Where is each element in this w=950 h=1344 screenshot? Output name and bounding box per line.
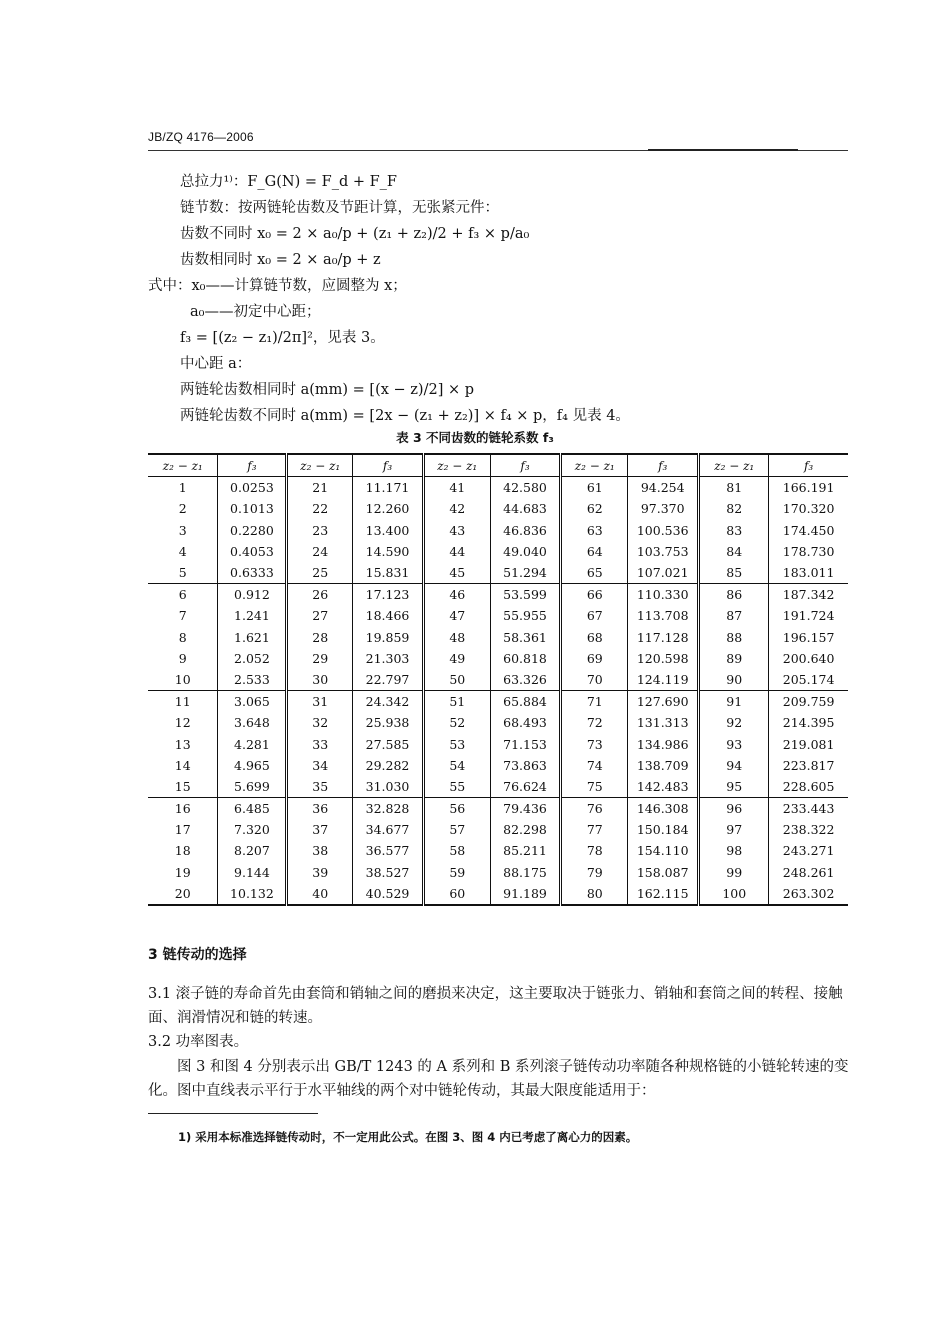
cell-tooth-diff: 40: [287, 883, 353, 905]
cell-tooth-diff: 22: [287, 498, 353, 519]
cell-tooth-diff: 2: [148, 498, 218, 519]
cell-f3-value: 76.624: [490, 776, 561, 798]
cell-f3-value: 4.281: [218, 733, 287, 754]
cell-tooth-diff: 99: [699, 862, 769, 883]
table-row: [148, 883, 848, 905]
cell-f3-value: 107.021: [628, 562, 699, 584]
cell-tooth-diff: 88: [699, 627, 769, 648]
column-header-diff: z₂ − z₁: [287, 454, 353, 477]
cell-f3-value: 38.527: [353, 862, 424, 883]
cell-f3-value: 146.308: [628, 798, 699, 820]
column-header-diff: z₂ − z₁: [561, 454, 628, 477]
formula-center-distance-intro: 中心距 a：: [180, 356, 252, 372]
cell-f3-value: 44.683: [490, 498, 561, 519]
cell-f3-value: 10.132: [218, 883, 287, 905]
cell-f3-value: 8.207: [218, 840, 287, 861]
cell-f3-value: 158.087: [628, 862, 699, 883]
cell-f3-value: 3.065: [218, 691, 287, 713]
paragraph-3-2: 3.2 功率图表。: [148, 1034, 249, 1050]
cell-f3-value: 68.493: [490, 712, 561, 733]
cell-tooth-diff: 41: [423, 477, 490, 499]
cell-f3-value: 0.912: [218, 584, 287, 606]
cell-tooth-diff: 82: [699, 498, 769, 519]
cell-f3-value: 117.128: [628, 627, 699, 648]
cell-f3-value: 19.859: [353, 627, 424, 648]
cell-f3-value: 243.271: [782, 843, 835, 859]
table-row: [148, 627, 848, 648]
cell-tooth-diff: 23: [287, 520, 353, 541]
table-row: [148, 776, 848, 798]
table-row: [148, 562, 848, 584]
cell-f3-value: 0.6333: [218, 562, 287, 584]
cell-tooth-diff: 5: [148, 562, 218, 584]
formula-links-unequal: 齿数不同时 x₀ = 2 × a₀/p + (z₁ + z₂)/2 + f₃ × p/a₀: [180, 226, 530, 242]
column-header-diff: z₂ − z₁: [699, 454, 769, 477]
table-row: [148, 840, 848, 861]
cell-tooth-diff: 65: [561, 562, 628, 584]
cell-tooth-diff: 89: [699, 648, 769, 669]
cell-tooth-diff: 34: [287, 755, 353, 776]
cell-f3-value: 14.590: [353, 541, 424, 562]
cell-tooth-diff: 30: [287, 669, 353, 691]
cell-tooth-diff: 92: [699, 712, 769, 733]
column-header-f3: f₃: [218, 454, 287, 477]
cell-tooth-diff: 48: [423, 627, 490, 648]
cell-f3-value: 88.175: [490, 862, 561, 883]
table-row: [148, 862, 848, 883]
cell-f3-value: 21.303: [353, 648, 424, 669]
cell-tooth-diff: 11: [148, 691, 218, 713]
cell-tooth-diff: 39: [287, 862, 353, 883]
cell-tooth-diff: 35: [287, 776, 353, 798]
cell-tooth-diff: 15: [148, 776, 218, 798]
cell-f3-value: 134.986: [628, 733, 699, 754]
cell-f3-value: 154.110: [628, 840, 699, 861]
cell-tooth-diff: 97: [699, 819, 769, 840]
cell-tooth-diff: 4: [148, 541, 218, 562]
cell-tooth-diff: 28: [287, 627, 353, 648]
cell-f3-value: 91.189: [490, 883, 561, 905]
table-header-row: [148, 454, 848, 477]
cell-f3-value: 1.241: [218, 605, 287, 626]
cell-f3-value: 36.577: [353, 840, 424, 861]
cell-tooth-diff: 94: [699, 755, 769, 776]
cell-tooth-diff: 16: [148, 798, 218, 820]
cell-f3-value: 248.261: [782, 864, 835, 880]
cell-tooth-diff: 68: [561, 627, 628, 648]
cell-f3-value: 3.648: [218, 712, 287, 733]
cell-tooth-diff: 9: [148, 648, 218, 669]
cell-tooth-diff: 85: [699, 562, 769, 584]
formula-center-equal: 两链轮齿数相同时 a(mm) = [(x − z)/2] × p: [180, 382, 475, 398]
cell-tooth-diff: 100: [699, 883, 769, 905]
formula-total-tension: 总拉力¹⁾：F_G(N) = F_d + F_F: [180, 174, 397, 190]
cell-tooth-diff: 50: [423, 669, 490, 691]
cell-tooth-diff: 71: [561, 691, 628, 713]
cell-f3-value: 138.709: [628, 755, 699, 776]
cell-f3-value: 55.955: [490, 605, 561, 626]
cell-tooth-diff: 1: [148, 477, 218, 499]
cell-tooth-diff: 80: [561, 883, 628, 905]
table-row: [148, 584, 848, 606]
cell-f3-value: 79.436: [490, 798, 561, 820]
cell-f3-value: 71.153: [490, 733, 561, 754]
cell-tooth-diff: 58: [423, 840, 490, 861]
cell-f3-value: 131.313: [628, 712, 699, 733]
table-row: [148, 648, 848, 669]
column-header-diff: z₂ − z₁: [423, 454, 490, 477]
cell-f3-value: 100.536: [628, 520, 699, 541]
cell-tooth-diff: 3: [148, 520, 218, 541]
cell-tooth-diff: 37: [287, 819, 353, 840]
cell-tooth-diff: 84: [699, 541, 769, 562]
cell-f3-value: 223.817: [782, 757, 835, 773]
cell-tooth-diff: 54: [423, 755, 490, 776]
cell-tooth-diff: 18: [148, 840, 218, 861]
formula-chain-links-intro: 链节数：按两链轮齿数及节距计算，无张紧元件：: [180, 200, 499, 216]
cell-f3-value: 58.361: [490, 627, 561, 648]
table-caption: 表 3 不同齿数的链轮系数 f₃: [396, 430, 554, 445]
cell-f3-value: 15.831: [353, 562, 424, 584]
footnote: 1) 采用本标准选择链传动时，不一定用此公式。在图 3、图 4 内已考虑了离心力的因素。: [178, 1130, 638, 1144]
cell-tooth-diff: 96: [699, 798, 769, 820]
cell-tooth-diff: 64: [561, 541, 628, 562]
cell-f3-value: 174.450: [782, 522, 835, 538]
cell-tooth-diff: 24: [287, 541, 353, 562]
cell-f3-value: 120.598: [628, 648, 699, 669]
cell-tooth-diff: 70: [561, 669, 628, 691]
cell-tooth-diff: 51: [423, 691, 490, 713]
cell-f3-value: 29.282: [353, 755, 424, 776]
cell-tooth-diff: 44: [423, 541, 490, 562]
cell-tooth-diff: 27: [287, 605, 353, 626]
cell-f3-value: 113.708: [628, 605, 699, 626]
header-rule-accent: [648, 149, 798, 151]
cell-tooth-diff: 90: [699, 669, 769, 691]
formula-where-x0: 式中：x₀——计算链节数，应圆整为 x；: [148, 278, 407, 294]
cell-f3-value: 22.797: [353, 669, 424, 691]
cell-f3-value: 65.884: [490, 691, 561, 713]
cell-f3-value: 0.4053: [218, 541, 287, 562]
cell-f3-value: 42.580: [490, 477, 561, 499]
column-header-f3: f₃: [353, 454, 424, 477]
cell-f3-value: 27.585: [353, 733, 424, 754]
cell-f3-value: 40.529: [353, 883, 424, 905]
cell-tooth-diff: 38: [287, 840, 353, 861]
cell-f3-value: 34.677: [353, 819, 424, 840]
cell-tooth-diff: 78: [561, 840, 628, 861]
cell-f3-value: 31.030: [353, 776, 424, 798]
cell-tooth-diff: 91: [699, 691, 769, 713]
cell-f3-value: 200.640: [782, 650, 835, 666]
cell-f3-value: 12.260: [353, 498, 424, 519]
cell-tooth-diff: 55: [423, 776, 490, 798]
cell-tooth-diff: 69: [561, 648, 628, 669]
cell-f3-value: 127.690: [628, 691, 699, 713]
cell-f3-value: 53.599: [490, 584, 561, 606]
cell-f3-value: 263.302: [782, 885, 835, 901]
cell-f3-value: 13.400: [353, 520, 424, 541]
standard-code-header: JB/ZQ 4176—2006: [148, 130, 254, 144]
cell-tooth-diff: 46: [423, 584, 490, 606]
cell-f3-value: 214.395: [782, 715, 835, 731]
cell-f3-value: 238.322: [782, 822, 835, 838]
cell-tooth-diff: 12: [148, 712, 218, 733]
table-row: [148, 477, 848, 499]
cell-tooth-diff: 19: [148, 862, 218, 883]
cell-tooth-diff: 56: [423, 798, 490, 820]
cell-f3-value: 11.171: [353, 477, 424, 499]
cell-f3-value: 46.836: [490, 520, 561, 541]
cell-tooth-diff: 25: [287, 562, 353, 584]
cell-tooth-diff: 86: [699, 584, 769, 606]
cell-f3-value: 97.370: [628, 498, 699, 519]
cell-f3-value: 124.119: [628, 669, 699, 691]
formula-links-equal: 齿数相同时 x₀ = 2 × a₀/p + z: [180, 252, 381, 268]
cell-f3-value: 9.144: [218, 862, 287, 883]
cell-tooth-diff: 59: [423, 862, 490, 883]
table-row: [148, 798, 848, 820]
cell-f3-value: 110.330: [628, 584, 699, 606]
cell-tooth-diff: 60: [423, 883, 490, 905]
formula-center-unequal: 两链轮齿数不同时 a(mm) = [2x − (z₁ + z₂)] × f₄ × p，f₄ 见表 4。: [180, 408, 630, 424]
table-row: [148, 498, 848, 519]
cell-tooth-diff: 8: [148, 627, 218, 648]
cell-tooth-diff: 79: [561, 862, 628, 883]
cell-f3-value: 166.191: [782, 480, 835, 496]
cell-tooth-diff: 13: [148, 733, 218, 754]
cell-tooth-diff: 95: [699, 776, 769, 798]
cell-tooth-diff: 10: [148, 669, 218, 691]
cell-f3-value: 2.533: [218, 669, 287, 691]
footnote-rule: [148, 1113, 318, 1114]
cell-f3-value: 7.320: [218, 819, 287, 840]
cell-f3-value: 150.184: [628, 819, 699, 840]
cell-f3-value: 32.828: [353, 798, 424, 820]
cell-f3-value: 82.298: [490, 819, 561, 840]
cell-tooth-diff: 61: [561, 477, 628, 499]
cell-tooth-diff: 75: [561, 776, 628, 798]
cell-tooth-diff: 21: [287, 477, 353, 499]
cell-tooth-diff: 77: [561, 819, 628, 840]
cell-tooth-diff: 63: [561, 520, 628, 541]
cell-f3-value: 5.699: [218, 776, 287, 798]
cell-f3-value: 0.1013: [218, 498, 287, 519]
paragraph-figures: 图 3 和图 4 分别表示出 GB/T 1243 的 A 系列和 B 系列滚子链传动功率随各种规格链的小链轮转速的变化。图中直线表示平行于水平轴线的两个对中链轮传动，其最大限度能适用于：: [148, 1059, 849, 1099]
cell-f3-value: 2.052: [218, 648, 287, 669]
table-row: [148, 819, 848, 840]
cell-tooth-diff: 42: [423, 498, 490, 519]
sprocket-coefficient-table: [148, 453, 848, 906]
cell-tooth-diff: 73: [561, 733, 628, 754]
cell-tooth-diff: 87: [699, 605, 769, 626]
cell-f3-value: 24.342: [353, 691, 424, 713]
cell-f3-value: 205.174: [782, 671, 835, 687]
cell-tooth-diff: 93: [699, 733, 769, 754]
cell-f3-value: 170.320: [782, 501, 835, 517]
cell-tooth-diff: 14: [148, 755, 218, 776]
cell-tooth-diff: 6: [148, 584, 218, 606]
section-heading: 3 链传动的选择: [148, 947, 247, 963]
paragraph-3-1: 3.1 滚子链的寿命首先由套筒和销轴之间的磨损来决定，这主要取决于链张力、销轴和套筒之间的转程、接触面、润滑情况和链的转速。: [148, 986, 843, 1026]
cell-tooth-diff: 32: [287, 712, 353, 733]
cell-f3-value: 63.326: [490, 669, 561, 691]
cell-f3-value: 94.254: [628, 477, 699, 499]
cell-tooth-diff: 36: [287, 798, 353, 820]
cell-f3-value: 85.211: [490, 840, 561, 861]
cell-f3-value: 6.485: [218, 798, 287, 820]
column-header-f3: f₃: [628, 454, 699, 477]
table-row: [148, 755, 848, 776]
table-row: [148, 669, 848, 691]
formula-f3: f₃ = [(z₂ − z₁)/2π]²，见表 3。: [180, 330, 385, 346]
cell-f3-value: 209.759: [769, 691, 848, 713]
cell-f3-value: 0.0253: [218, 477, 287, 499]
cell-f3-value: 103.753: [628, 541, 699, 562]
cell-tooth-diff: 67: [561, 605, 628, 626]
cell-tooth-diff: 47: [423, 605, 490, 626]
formula-where-a0: a₀——初定中心距；: [190, 304, 321, 320]
cell-tooth-diff: 72: [561, 712, 628, 733]
table-row: [148, 541, 848, 562]
cell-tooth-diff: 53: [423, 733, 490, 754]
cell-f3-value: 1.621: [218, 627, 287, 648]
cell-tooth-diff: 57: [423, 819, 490, 840]
cell-f3-value: 49.040: [490, 541, 561, 562]
cell-f3-value: 178.730: [782, 543, 835, 559]
table-row: [148, 520, 848, 541]
cell-tooth-diff: 81: [699, 477, 769, 499]
column-header-f3: f₃: [490, 454, 561, 477]
cell-f3-value: 142.483: [628, 776, 699, 798]
cell-f3-value: 25.938: [353, 712, 424, 733]
cell-f3-value: 162.115: [628, 883, 699, 905]
cell-f3-value: 187.342: [769, 584, 848, 606]
cell-f3-value: 4.965: [218, 755, 287, 776]
cell-f3-value: 18.466: [353, 605, 424, 626]
cell-tooth-diff: 29: [287, 648, 353, 669]
cell-tooth-diff: 43: [423, 520, 490, 541]
cell-f3-value: 219.081: [782, 736, 835, 752]
cell-tooth-diff: 31: [287, 691, 353, 713]
cell-f3-value: 196.157: [782, 629, 835, 645]
cell-f3-value: 233.443: [769, 798, 848, 820]
cell-f3-value: 73.863: [490, 755, 561, 776]
cell-tooth-diff: 17: [148, 819, 218, 840]
cell-tooth-diff: 45: [423, 562, 490, 584]
cell-tooth-diff: 66: [561, 584, 628, 606]
cell-f3-value: 228.605: [782, 778, 835, 794]
cell-f3-value: 183.011: [782, 565, 835, 581]
table-row: [148, 712, 848, 733]
column-header-diff: z₂ − z₁: [148, 454, 218, 477]
cell-f3-value: 60.818: [490, 648, 561, 669]
cell-tooth-diff: 62: [561, 498, 628, 519]
cell-f3-value: 191.724: [782, 608, 835, 624]
cell-tooth-diff: 26: [287, 584, 353, 606]
cell-tooth-diff: 83: [699, 520, 769, 541]
cell-tooth-diff: 49: [423, 648, 490, 669]
cell-tooth-diff: 74: [561, 755, 628, 776]
table-row: [148, 691, 848, 713]
cell-tooth-diff: 98: [699, 840, 769, 861]
cell-f3-value: 0.2280: [218, 520, 287, 541]
cell-tooth-diff: 76: [561, 798, 628, 820]
cell-f3-value: 51.294: [490, 562, 561, 584]
cell-tooth-diff: 33: [287, 733, 353, 754]
cell-tooth-diff: 52: [423, 712, 490, 733]
cell-f3-value: 17.123: [353, 584, 424, 606]
table-row: [148, 733, 848, 754]
cell-tooth-diff: 7: [148, 605, 218, 626]
table-row: [148, 605, 848, 626]
cell-tooth-diff: 20: [148, 883, 218, 905]
column-header-f3: f₃: [769, 454, 848, 477]
